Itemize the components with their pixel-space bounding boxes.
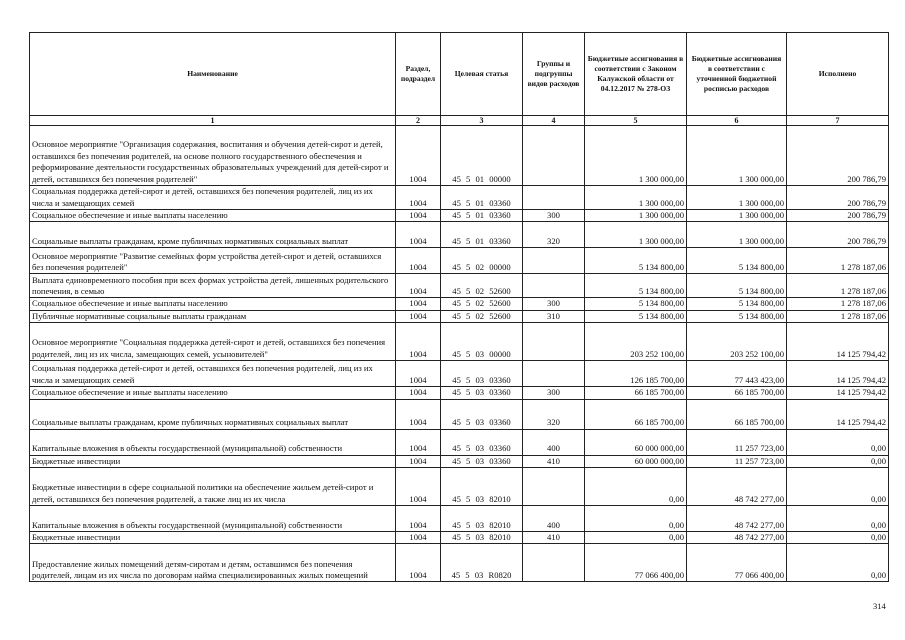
row-group: 300: [523, 210, 585, 222]
row-section: 1004: [396, 387, 441, 399]
row-target: 45 5 02 52600: [441, 298, 523, 310]
row-target: 45 5 03 03360: [441, 387, 523, 399]
row-name: Предоставление жилых помещений детям-сиротам и детям, оставшимся без попечения родителей, лицам из их числа по договорам найма специализированных жилых помещений: [30, 544, 396, 582]
table-row: [30, 532, 889, 544]
table-row: [30, 468, 889, 506]
table-row: [30, 399, 889, 429]
table-row: [30, 506, 889, 532]
row-group: 300: [523, 298, 585, 310]
row-section: 1004: [396, 222, 441, 248]
header-executed: Исполнено: [787, 33, 889, 116]
row-refined-amount: 5 134 800,00: [687, 310, 787, 322]
row-section: 1004: [396, 248, 441, 274]
row-section: 1004: [396, 274, 441, 298]
table-row: [30, 186, 889, 210]
row-executed-amount: 14 125 794,42: [787, 387, 889, 399]
row-target: 45 5 02 52600: [441, 274, 523, 298]
row-section: 1004: [396, 126, 441, 186]
table-row: [30, 222, 889, 248]
table-row: [30, 210, 889, 222]
row-section: 1004: [396, 544, 441, 582]
table-row: [30, 323, 889, 361]
row-refined-amount: 203 252 100,00: [687, 323, 787, 361]
row-refined-amount: 11 257 723,00: [687, 455, 787, 467]
table-body: [30, 126, 889, 582]
row-group: 320: [523, 222, 585, 248]
row-law-amount: 60 000 000,00: [585, 429, 687, 455]
table-row: [30, 126, 889, 186]
row-group: [523, 361, 585, 387]
row-refined-amount: 1 300 000,00: [687, 126, 787, 186]
row-refined-amount: 1 300 000,00: [687, 186, 787, 210]
row-name: Капитальные вложения в объекты государственной (муниципальной) собственности: [30, 429, 396, 455]
row-group: 320: [523, 399, 585, 429]
row-section: 1004: [396, 429, 441, 455]
table-row: [30, 429, 889, 455]
row-law-amount: 126 185 700,00: [585, 361, 687, 387]
table-row: [30, 310, 889, 322]
row-name: Социальная поддержка детей-сирот и детей, оставшихся без попечения родителей, лиц из их числа и замещающих семей: [30, 361, 396, 387]
table-row: [30, 274, 889, 298]
row-group: 400: [523, 506, 585, 532]
row-section: 1004: [396, 361, 441, 387]
row-executed-amount: 200 786,79: [787, 210, 889, 222]
row-executed-amount: 0,00: [787, 506, 889, 532]
row-law-amount: 5 134 800,00: [585, 298, 687, 310]
row-name: Социальное обеспечение и иные выплаты населению: [30, 298, 396, 310]
row-target: 45 5 01 03360: [441, 210, 523, 222]
row-target: 45 5 03 03360: [441, 361, 523, 387]
row-target: 45 5 03 82010: [441, 468, 523, 506]
row-name: Социальное обеспечение и иные выплаты населению: [30, 387, 396, 399]
table-row: [30, 298, 889, 310]
row-name: Выплата единовременного пособия при всех формах устройства детей, лишенных родительского попечения, в семью: [30, 274, 396, 298]
row-refined-amount: 48 742 277,00: [687, 506, 787, 532]
row-name: Публичные нормативные социальные выплаты гражданам: [30, 310, 396, 322]
row-group: [523, 186, 585, 210]
header-refined-allocations: Бюджетные ассигнования в соответствии с уточненной бюджетной росписью расходов: [687, 33, 787, 116]
column-number: 1: [30, 116, 396, 126]
row-target: 45 5 03 03360: [441, 429, 523, 455]
row-name: Бюджетные инвестиции в сфере социальной политики на обеспечение жильем детей-сирот и детей, оставшихся без попечения родителей, а также лиц из их числа: [30, 468, 396, 506]
budget-execution-table: [29, 32, 889, 582]
row-law-amount: 1 300 000,00: [585, 126, 687, 186]
row-name: Социальные выплаты гражданам, кроме публичных нормативных социальных выплат: [30, 399, 396, 429]
row-executed-amount: 200 786,79: [787, 126, 889, 186]
column-number: 2: [396, 116, 441, 126]
row-law-amount: 1 300 000,00: [585, 222, 687, 248]
row-refined-amount: 1 300 000,00: [687, 210, 787, 222]
row-group: 410: [523, 455, 585, 467]
row-refined-amount: 77 443 423,00: [687, 361, 787, 387]
row-group: [523, 274, 585, 298]
row-target: 45 5 01 03360: [441, 186, 523, 210]
row-target: 45 5 01 03360: [441, 222, 523, 248]
row-law-amount: 77 066 400,00: [585, 544, 687, 582]
header-target-article: Целевая статья: [441, 33, 523, 116]
row-law-amount: 0,00: [585, 506, 687, 532]
row-group: 300: [523, 387, 585, 399]
table-row: [30, 455, 889, 467]
row-section: 1004: [396, 298, 441, 310]
row-name: Основное мероприятие "Социальная поддержка детей-сирот и детей, оставшихся без попечения родителей, лиц из их числа, замещающих семей, усыновителей": [30, 323, 396, 361]
table-row: [30, 387, 889, 399]
row-law-amount: 1 300 000,00: [585, 186, 687, 210]
row-law-amount: 60 000 000,00: [585, 455, 687, 467]
row-law-amount: 66 185 700,00: [585, 399, 687, 429]
row-law-amount: 203 252 100,00: [585, 323, 687, 361]
table-row: [30, 361, 889, 387]
row-section: 1004: [396, 468, 441, 506]
row-refined-amount: 66 185 700,00: [687, 399, 787, 429]
row-executed-amount: 0,00: [787, 544, 889, 582]
row-target: 45 5 01 00000: [441, 126, 523, 186]
row-section: 1004: [396, 506, 441, 532]
row-executed-amount: 14 125 794,42: [787, 399, 889, 429]
row-group: [523, 323, 585, 361]
row-refined-amount: 66 185 700,00: [687, 387, 787, 399]
column-number: 6: [687, 116, 787, 126]
row-target: 45 5 03 82010: [441, 506, 523, 532]
row-group: [523, 126, 585, 186]
row-target: 45 5 02 00000: [441, 248, 523, 274]
row-executed-amount: 14 125 794,42: [787, 323, 889, 361]
row-group: 310: [523, 310, 585, 322]
row-law-amount: 5 134 800,00: [585, 248, 687, 274]
column-number-row: [30, 116, 889, 126]
row-name: Основное мероприятие "Развитие семейных форм устройства детей-сирот и детей, оставшихся без попечения родителей": [30, 248, 396, 274]
row-refined-amount: 48 742 277,00: [687, 532, 787, 544]
header-row: [30, 33, 889, 116]
row-law-amount: 0,00: [585, 468, 687, 506]
row-group: [523, 248, 585, 274]
table-row: [30, 544, 889, 582]
row-group: 400: [523, 429, 585, 455]
column-number: 3: [441, 116, 523, 126]
row-law-amount: 0,00: [585, 532, 687, 544]
row-target: 45 5 03 R0820: [441, 544, 523, 582]
row-group: [523, 544, 585, 582]
row-executed-amount: 1 278 187,06: [787, 274, 889, 298]
row-target: 45 5 03 82010: [441, 532, 523, 544]
column-number: 7: [787, 116, 889, 126]
page-number: 314: [873, 601, 886, 611]
row-section: 1004: [396, 399, 441, 429]
row-group: 410: [523, 532, 585, 544]
row-executed-amount: 0,00: [787, 455, 889, 467]
row-section: 1004: [396, 455, 441, 467]
row-name: Социальная поддержка детей-сирот и детей, оставшихся без попечения родителей, лиц из их числа и замещающих семей: [30, 186, 396, 210]
row-name: Бюджетные инвестиции: [30, 455, 396, 467]
column-number: 5: [585, 116, 687, 126]
row-name: Основное мероприятие "Организация содержания, воспитания и обучения детей-сирот и детей, оставшихся без попечения родителей, на основе полного государственного обеспечения и реформирование деятельности государственных образовательных учреждений для детей-сирот и детей, оставшихся без попечения родителей": [30, 126, 396, 186]
row-name: Капитальные вложения в объекты государственной (муниципальной) собственности: [30, 506, 396, 532]
header-expense-group: Группы и подгруппы видов расходов: [523, 33, 585, 116]
row-target: 45 5 02 52600: [441, 310, 523, 322]
row-executed-amount: 200 786,79: [787, 222, 889, 248]
row-group: [523, 468, 585, 506]
row-target: 45 5 03 03360: [441, 399, 523, 429]
row-section: 1004: [396, 310, 441, 322]
row-refined-amount: 1 300 000,00: [687, 222, 787, 248]
row-law-amount: 5 134 800,00: [585, 310, 687, 322]
row-section: 1004: [396, 532, 441, 544]
row-executed-amount: 1 278 187,06: [787, 310, 889, 322]
row-executed-amount: 0,00: [787, 532, 889, 544]
row-refined-amount: 5 134 800,00: [687, 274, 787, 298]
row-section: 1004: [396, 210, 441, 222]
row-name: Социальное обеспечение и иные выплаты населению: [30, 210, 396, 222]
row-section: 1004: [396, 323, 441, 361]
row-refined-amount: 11 257 723,00: [687, 429, 787, 455]
row-executed-amount: 200 786,79: [787, 186, 889, 210]
row-target: 45 5 03 00000: [441, 323, 523, 361]
row-refined-amount: 5 134 800,00: [687, 248, 787, 274]
table-row: [30, 248, 889, 274]
row-law-amount: 5 134 800,00: [585, 274, 687, 298]
row-refined-amount: 77 066 400,00: [687, 544, 787, 582]
row-refined-amount: 48 742 277,00: [687, 468, 787, 506]
row-target: 45 5 03 03360: [441, 455, 523, 467]
row-executed-amount: 1 278 187,06: [787, 248, 889, 274]
row-refined-amount: 5 134 800,00: [687, 298, 787, 310]
row-name: Социальные выплаты гражданам, кроме публичных нормативных социальных выплат: [30, 222, 396, 248]
row-section: 1004: [396, 186, 441, 210]
row-executed-amount: 0,00: [787, 429, 889, 455]
header-law-allocations: Бюджетные ассигнования в соответствии с Законом Калужской области от 04.12.2017 № 278-ОЗ: [585, 33, 687, 116]
row-law-amount: 1 300 000,00: [585, 210, 687, 222]
row-executed-amount: 0,00: [787, 468, 889, 506]
row-name: Бюджетные инвестиции: [30, 532, 396, 544]
header-name: Наименование: [30, 33, 396, 116]
header-section: Раздел, подраздел: [396, 33, 441, 116]
row-executed-amount: 14 125 794,42: [787, 361, 889, 387]
column-number: 4: [523, 116, 585, 126]
row-executed-amount: 1 278 187,06: [787, 298, 889, 310]
row-law-amount: 66 185 700,00: [585, 387, 687, 399]
